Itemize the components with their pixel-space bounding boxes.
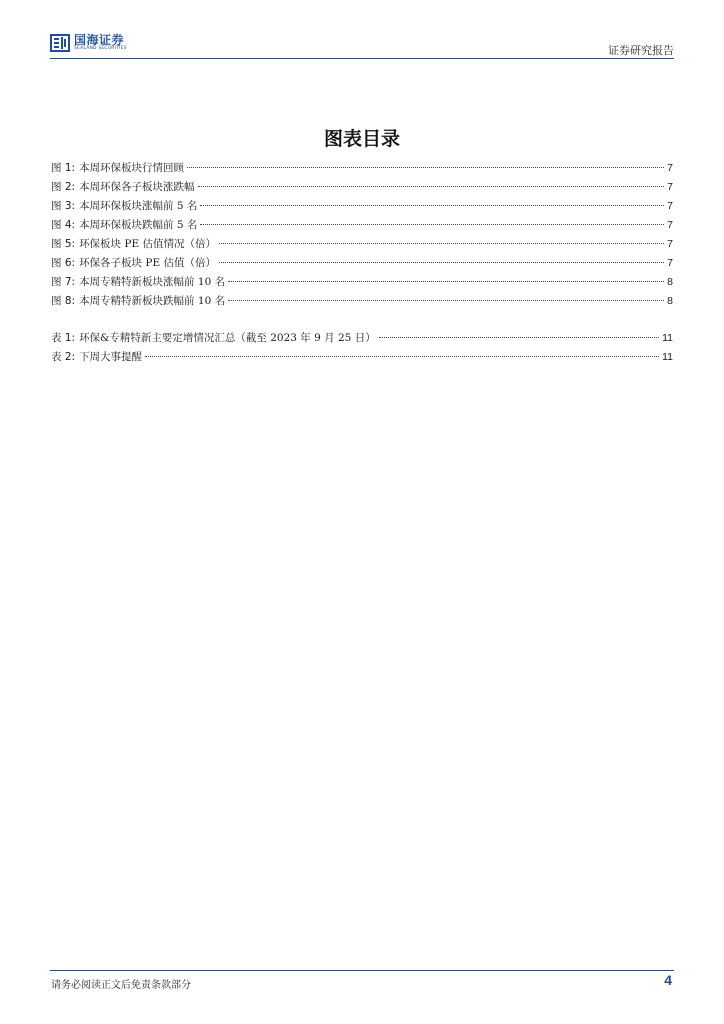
footer-disclaimer: 请务必阅读正文后免责条款部分 (51, 980, 191, 991)
header-divider (50, 58, 674, 59)
logo-english-name: SEALAND SECURITIES (74, 46, 127, 52)
toc-entry-page: 7 (667, 181, 673, 193)
footer-divider (50, 970, 674, 971)
toc-entry-label: 图 1: (51, 162, 76, 174)
toc-entry-title: 本周环保板块涨幅前 5 名 (79, 200, 198, 212)
dot-leader (228, 281, 664, 282)
toc-entry-figure-4[interactable] (51, 217, 673, 236)
toc-entry-label: 表 1: (51, 332, 76, 344)
toc-entry-title: 本周专精特新板块跌幅前 10 名 (79, 295, 226, 307)
toc-entry-title: 环保板块 PE 估值情况（倍） (79, 238, 216, 250)
sealand-logo-icon (50, 33, 70, 53)
company-logo (50, 32, 127, 54)
toc-entry-page: 8 (667, 276, 673, 288)
toc-entry-figure-6[interactable] (51, 255, 673, 274)
toc-entry-figure-3[interactable] (51, 198, 673, 217)
dot-leader (200, 224, 664, 225)
dot-leader (379, 337, 659, 338)
toc-entry-label: 图 6: (51, 257, 76, 269)
toc-entry-page: 8 (667, 295, 673, 307)
page-number: 4 (664, 972, 672, 988)
toc-entry-title: 本周环保板块行情回顾 (79, 162, 185, 174)
toc-entry-title: 本周环保板块跌幅前 5 名 (79, 219, 198, 231)
page-title: 图表目录 (323, 128, 400, 150)
toc-entry-figure-7[interactable] (51, 274, 673, 293)
toc-entry-label: 图 7: (51, 276, 76, 288)
dot-leader (198, 186, 665, 187)
toc-entry-title: 环保各子板块 PE 估值（倍） (79, 257, 216, 269)
report-type: 证券研究报告 (608, 44, 674, 57)
dot-leader (219, 262, 664, 263)
toc-entry-title: 本周专精特新板块涨幅前 10 名 (79, 276, 226, 288)
toc-entry-title: 下周大事提醒 (79, 351, 143, 363)
toc-entry-title: 本周环保各子板块涨跌幅 (79, 181, 195, 193)
dot-leader (228, 300, 664, 301)
toc-entry-figure-5[interactable] (51, 236, 673, 255)
toc-entry-label: 图 5: (51, 238, 76, 250)
toc-entry-label: 图 2: (51, 181, 76, 193)
toc-entry-label: 表 2: (51, 351, 76, 363)
toc-entry-page: 11 (662, 351, 673, 363)
toc-entry-figure-2[interactable] (51, 179, 673, 198)
toc-entry-page: 7 (667, 219, 673, 231)
dot-leader (187, 167, 664, 168)
dot-leader (200, 205, 664, 206)
figure-list (51, 160, 673, 312)
toc-entry-label: 图 3: (51, 200, 76, 212)
toc-entry-title: 环保&专精特新主要定增情况汇总（截至 2023 年 9 月 25 日） (79, 332, 376, 344)
logo-chinese-name: 国海证券 (74, 33, 125, 48)
toc-entry-table-2[interactable] (51, 349, 673, 368)
page-header (50, 30, 674, 60)
toc-entry-figure-1[interactable] (51, 160, 673, 179)
dot-leader (145, 356, 659, 357)
toc-entry-label: 图 8: (51, 295, 76, 307)
dot-leader (219, 243, 664, 244)
toc-entry-label: 图 4: (51, 219, 76, 231)
toc-entry-page: 7 (667, 200, 673, 212)
toc-entry-page: 7 (667, 238, 673, 250)
toc-entry-figure-8[interactable] (51, 293, 673, 312)
toc-entry-table-1[interactable] (51, 330, 673, 349)
toc-entry-page: 7 (667, 162, 673, 174)
toc-entry-page: 7 (667, 257, 673, 269)
toc-entry-page: 11 (662, 332, 673, 344)
table-list (51, 330, 673, 368)
